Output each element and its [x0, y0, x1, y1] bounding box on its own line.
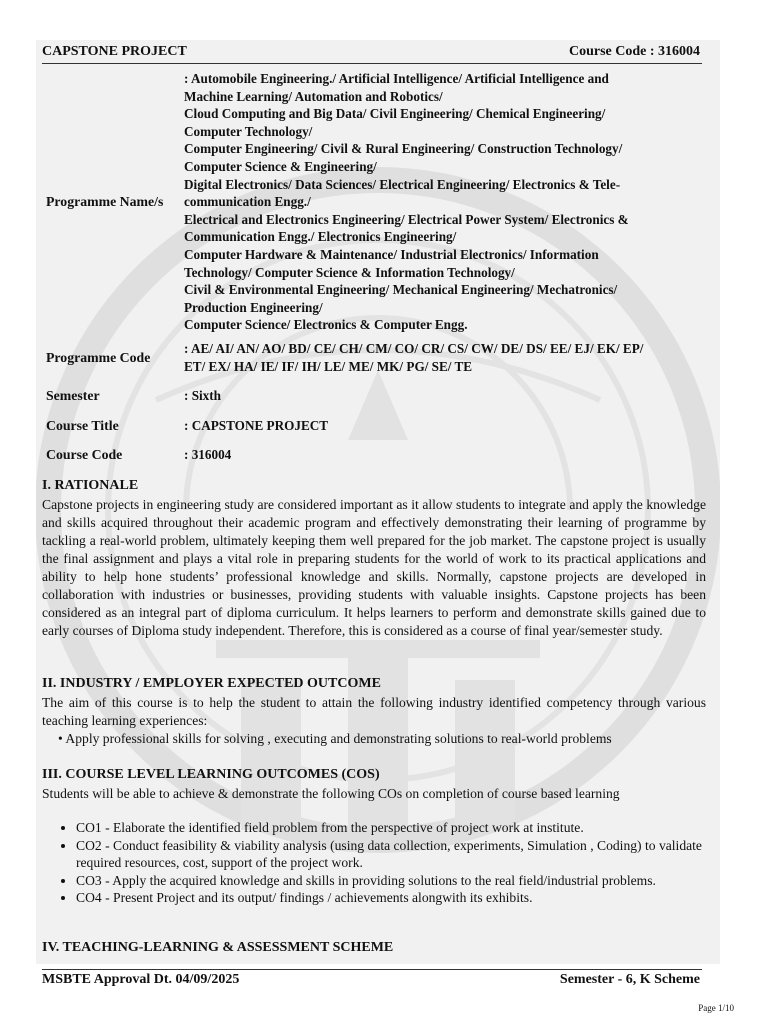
footer-scheme: Semester - 6, K Scheme	[559, 972, 700, 987]
semester-row	[42, 381, 702, 411]
industry-outcome-heading: II. INDUSTRY / EMPLOYER EXPECTED OUTCOME	[42, 676, 381, 691]
cos-heading: III. COURSE LEVEL LEARNING OUTCOMES (COS)	[42, 767, 380, 782]
programme-code-line: : AE/ AI/ AN/ AO/ BD/ CE/ CH/ CM/ CO/ CR/ CS/ CW/ DE/ DS/ EE/ EJ/ EK/ EP/	[184, 340, 644, 356]
course-code-row	[42, 440, 702, 470]
industry-outcome-text: The aim of this course is to help the student to attain the following industry identified competency through various teaching learning experiences:	[42, 695, 706, 728]
header-course-code: Course Code : 316004	[568, 44, 700, 59]
co-item: • CO3 - Apply the acquired knowledge and skills in providing solutions to the real field/industrial problems.	[76, 872, 726, 890]
co-item: • CO4 - Present Project and its output/ findings / achievements alongwith its exhibits.	[76, 889, 726, 907]
page-footer	[42, 972, 700, 988]
course-code-value: : 316004	[184, 447, 232, 463]
programme-name-line: Computer Engineering/ Civil & Rural Engineering/ Construction Technology/	[184, 141, 623, 157]
course-code-label: Course Code	[46, 447, 123, 463]
course-info-table	[42, 70, 702, 470]
industry-outcome-bullet: • Apply professional skills for solving , executing and demonstrating solutions to real-world problems	[58, 731, 612, 746]
programme-name-line: Civil & Environmental Engineering/ Mechanical Engineering/ Mechatronics/	[184, 282, 618, 298]
programme-code-row	[42, 334, 702, 381]
semester-label: Semester	[46, 388, 100, 404]
footer-divider	[42, 969, 702, 970]
programme-name-line: Computer Technology/	[184, 123, 313, 139]
programme-name-line: Computer Science & Engineering/	[184, 158, 377, 174]
header-divider	[42, 63, 702, 64]
programme-name-line: : Automobile Engineering./ Artificial Intelligence/ Artificial Intelligence and	[184, 71, 609, 86]
programme-code-label: Programme Code	[46, 349, 151, 365]
course-title-label: Course Title	[46, 417, 119, 433]
rationale-text: Capstone projects in engineering study are considered important as it allow students to integrate and apply the knowledge and skills acquired throughout their academic program and effectively demonstrating their learning of programme by tackling a real-world problem, ultimately keeping them well prepared for the job market. The capstone project is usually the final assignment and plays a vital role in preparing students for the world of work to its practical applications and ability to help hone students’ professional knowledge and skills. Normally, capstone projects are developed in collaboration with industries or businesses, providing students with valuable insights. Capstone projects has been considered as an integral part of diploma curriculum. It helps learners to perform and demonstrate skills gained due to early courses of Diploma study independent. Therefore, this is considered as a course of final year/semester study.	[42, 497, 706, 638]
programme-name-line: Communication Engg./ Electronics Engineering/	[184, 229, 457, 245]
page-number: Page 1/10	[698, 1003, 734, 1013]
programme-code-line: ET/ EX/ HA/ IE/ IF/ IH/ LE/ ME/ MK/ PG/ SE/ TE	[184, 358, 473, 374]
programme-name-label: Programme Name/s	[46, 194, 164, 210]
programme-name-line: Digital Electronics/ Data Sciences/ Electrical Engineering/ Electronics & Tele-	[184, 176, 621, 192]
header-title: CAPSTONE PROJECT	[42, 44, 187, 59]
programme-name-line: Machine Learning/ Automation and Robotics/	[184, 88, 443, 104]
programme-name-line: Production Engineering/	[184, 299, 323, 315]
cos-list	[58, 819, 726, 907]
co-item: • CO2 - Conduct feasibility & viability analysis (using data collection, experiments, Simulation , Coding) to validate required resources, cost, support of the project work.	[76, 837, 726, 872]
semester-value: : Sixth	[184, 388, 222, 404]
cos-intro: Students will be able to achieve & demonstrate the following COs on completion of course based learning	[42, 786, 620, 801]
co-item: • CO1 - Elaborate the identified field problem from the perspective of project work at institute.	[76, 819, 726, 837]
programme-name-value	[184, 70, 702, 334]
programme-name-line: Cloud Computing and Big Data/ Civil Engineering/ Chemical Engineering/	[184, 106, 606, 122]
page-header	[42, 44, 700, 60]
footer-approval: MSBTE Approval Dt. 04/09/2025	[42, 972, 240, 987]
teaching-scheme-heading: IV. TEACHING-LEARNING & ASSESSMENT SCHEME	[42, 940, 394, 955]
programme-name-line: Electrical and Electronics Engineering/ Electrical Power System/ Electronics &	[184, 211, 629, 227]
programme-name-line: Computer Hardware & Maintenance/ Industrial Electronics/ Information	[184, 246, 599, 262]
course-title-row	[42, 411, 702, 441]
programme-name-line: communication Engg./	[184, 194, 311, 210]
course-title-value: : CAPSTONE PROJECT	[184, 417, 329, 433]
rationale-heading: I. RATIONALE	[42, 478, 139, 493]
programme-name-line: Computer Science/ Electronics & Computer Engg.	[184, 317, 468, 333]
programme-name-row	[42, 70, 702, 334]
programme-code-value	[184, 334, 702, 381]
programme-name-line: Technology/ Computer Science & Information Technology/	[184, 264, 515, 280]
